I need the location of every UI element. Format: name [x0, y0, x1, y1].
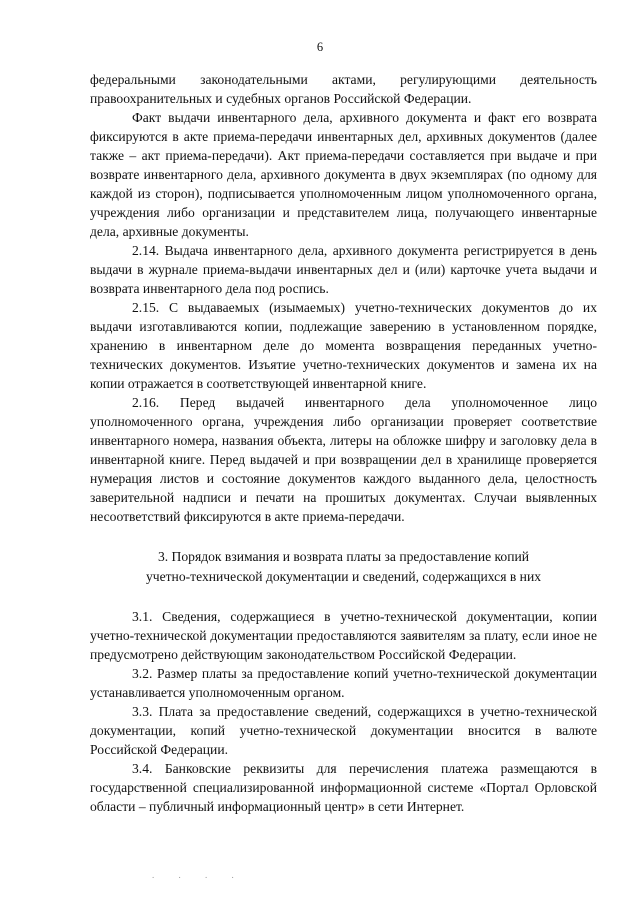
paragraph-3-2: 3.2. Размер платы за предоставление копий учетно-технической документации устанавливается уполномоченным органом.: [90, 666, 597, 700]
paragraph-2-14: 2.14. Выдача инвентарного дела, архивного документа регистрируется в день выдачи в журнале приема-выдачи инвентарных дел и (или) карточке учета выдачи и возврата инвентарного дела под роспись.: [90, 243, 597, 296]
paragraph-3-1: 3.1. Сведения, содержащиеся в учетно-технической документации, копии учетно-технической документации предоставляются заявителям за плату, если иное не предусмотрено действующим законодательством Российской Федерации.: [90, 609, 597, 662]
section-heading-line-1: 3. Порядок взимания и возврата платы за предоставление копий: [157, 549, 530, 564]
page-body: [90, 70, 597, 816]
paragraph-continuation: федеральными законодательными актами, регулирующими деятельность правоохранительных и судебных органов Российской Федерации.: [90, 72, 597, 106]
page-number: 6: [316, 40, 324, 54]
paragraph-2-16: 2.16. Перед выдачей инвентарного дела уполномоченное лицо уполномоченного органа, учреждения либо организации проверяет соответствие инвентарного номера, названия объекта, литеры на обложке шифру и заголовку дела в инвентарной книге. Перед выдачей и при возвращении дел в хранилище проверяется нумерация листов и состояние документов каждого выданного дела, целостность заверительной надписи и печати на прошитых документах. Случаи выявленных несоответствий фиксируются в акте приема-передачи.: [90, 395, 597, 524]
scan-artifact-dots: . . . .: [152, 870, 245, 880]
paragraph-2-15: 2.15. С выдаваемых (изымаемых) учетно-технических документов до их выдачи изготавливаются копии, подлежащие заверению в установленном порядке, хранению в инвентарном деле до момента возвращения переданных учетно-технических документов. Изъятие учетно-технических документов и замена их на копии отражается в соответствующей инвентарной книге.: [90, 300, 597, 391]
paragraph-3-3: 3.3. Плата за предоставление сведений, содержащихся в учетно-технической документации, копий учетно-технической документации вносится в валюте Российской Федерации.: [90, 704, 597, 757]
section-heading-line-2: учетно-технической документации и сведений, содержащихся в них: [145, 569, 542, 584]
section-3-heading: [90, 547, 597, 587]
paragraph-3-4: 3.4. Банковские реквизиты для перечисления платежа размещаются в государственной специализированной информационной системе «Портал Орловской области – публичный информационный центр» в сети Интернет.: [90, 761, 597, 814]
paragraph-act-of-transfer: Факт выдачи инвентарного дела, архивного документа и факт его возврата фиксируются в акте приема-передачи инвентарных дел, архивных документов (далее также – акт приема-передачи). Акт приема-передачи составляется при выдаче и при возврате инвентарного дела, архивного документа в двух экземплярах (по одному для каждой из сторон), подписывается уполномоченным лицом уполномоченного органа, учреждения либо организации и представителем лица, получающего инвентарные дела, архивные документы.: [90, 110, 597, 239]
